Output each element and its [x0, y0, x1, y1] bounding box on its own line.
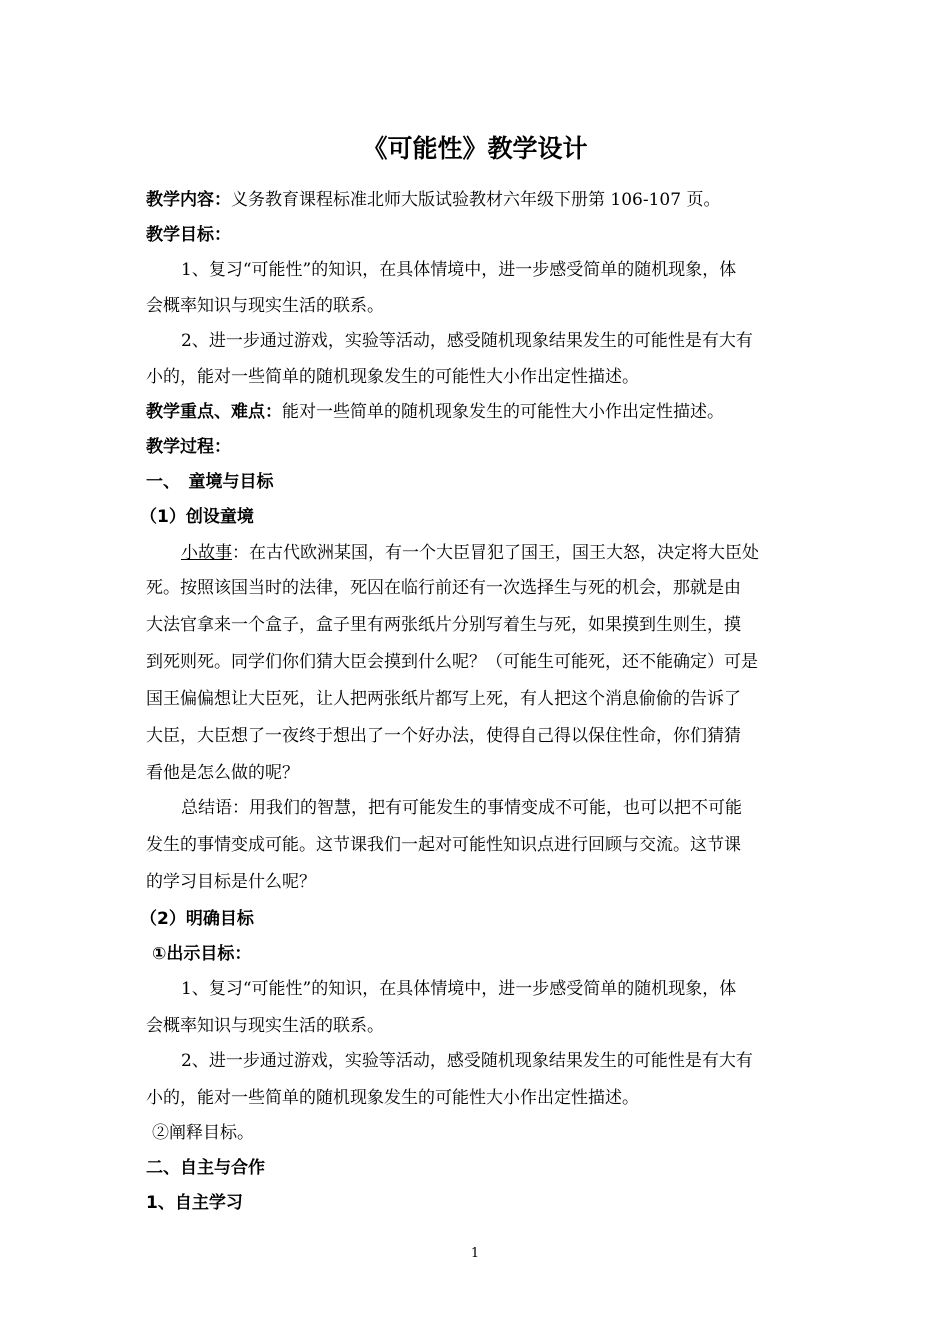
- summary-line3: 的学习目标是什么呢？: [146, 872, 316, 892]
- goal2-line2: 小的，能对一些简单的随机现象发生的可能性大小作出定性描述。: [146, 367, 639, 387]
- story-text-1: ：在古代欧洲某国，有一个大臣冒犯了国王，国王大怒，决定将大臣处: [232, 543, 759, 563]
- goal-label: 教学目标：: [146, 225, 231, 245]
- section-1-heading: 一、 童境与目标: [146, 472, 274, 492]
- story-line5: 国王偏偏想让大臣死，让人把两张纸片都写上死，有人把这个消息偷偷的告诉了: [146, 689, 741, 709]
- key-text: 能对一些简单的随机现象发生的可能性大小作出定性描述。: [282, 402, 724, 422]
- subsection-3-heading: 1、自主学习: [146, 1193, 243, 1213]
- goal1b-line1: 1、复习“可能性”的知识，在具体情境中，进一步感受简单的随机现象，体: [181, 979, 737, 999]
- teaching-content: [146, 188, 810, 212]
- summary-line2: 发生的事情变成可能。这节课我们一起对可能性知识点进行回顾与交流。这节课: [146, 835, 741, 855]
- key-label: 教学重点、难点：: [146, 402, 282, 422]
- content-text: 义务教育课程标准北师大版试验教材六年级下册第 106-107 页。: [231, 190, 721, 210]
- key-points: [146, 400, 810, 424]
- show-goal-heading: ①出示目标：: [152, 944, 252, 964]
- goal2b-line2: 小的，能对一些简单的随机现象发生的可能性大小作出定性描述。: [146, 1088, 639, 1108]
- content-label: 教学内容：: [146, 190, 231, 210]
- story-line4: 到死则死。同学们你们猜大臣会摸到什么呢？（可能生可能死，还不能确定）可是: [146, 652, 758, 672]
- goal1-line2: 会概率知识与现实生活的联系。: [146, 296, 384, 316]
- story-line3: 大法官拿来一个盒子，盒子里有两张纸片分别写着生与死，如果摸到生则生，摸: [146, 615, 741, 635]
- story-line7: 看他是怎么做的呢？: [146, 763, 299, 783]
- story-line2: 死。按照该国当时的法律，死囚在临行前还有一次选择生与死的机会，那就是由: [146, 578, 741, 598]
- goal2b-line1: 2、进一步通过游戏，实验等活动，感受随机现象结果发生的可能性是有大有: [181, 1051, 753, 1071]
- story-line1: [181, 541, 845, 565]
- goal2-line1: 2、进一步通过游戏，实验等活动，感受随机现象结果发生的可能性是有大有: [181, 331, 753, 351]
- subsection-1-heading: （1）创设童境: [140, 507, 254, 527]
- story-label: 小故事: [181, 543, 232, 563]
- goal1b-line2: 会概率知识与现实生活的联系。: [146, 1016, 384, 1036]
- goal1-line1: 1、复习“可能性”的知识，在具体情境中，进一步感受简单的随机现象，体: [181, 260, 737, 280]
- story-line6: 大臣，大臣想了一夜终于想出了一个好办法，使得自己得以保住性命，你们猜猜: [146, 726, 741, 746]
- process-label: 教学过程：: [146, 437, 231, 457]
- explain-goal: ②阐释目标。: [152, 1123, 254, 1143]
- summary-line1: 总结语：用我们的智慧，把有可能发生的事情变成不可能，也可以把不可能: [181, 798, 742, 818]
- page-number: 1: [470, 1246, 480, 1261]
- section-2-heading: 二、自主与合作: [146, 1158, 265, 1178]
- subsection-2-heading: （2）明确目标: [140, 909, 254, 929]
- doc-title: 《可能性》教学设计: [362, 134, 588, 163]
